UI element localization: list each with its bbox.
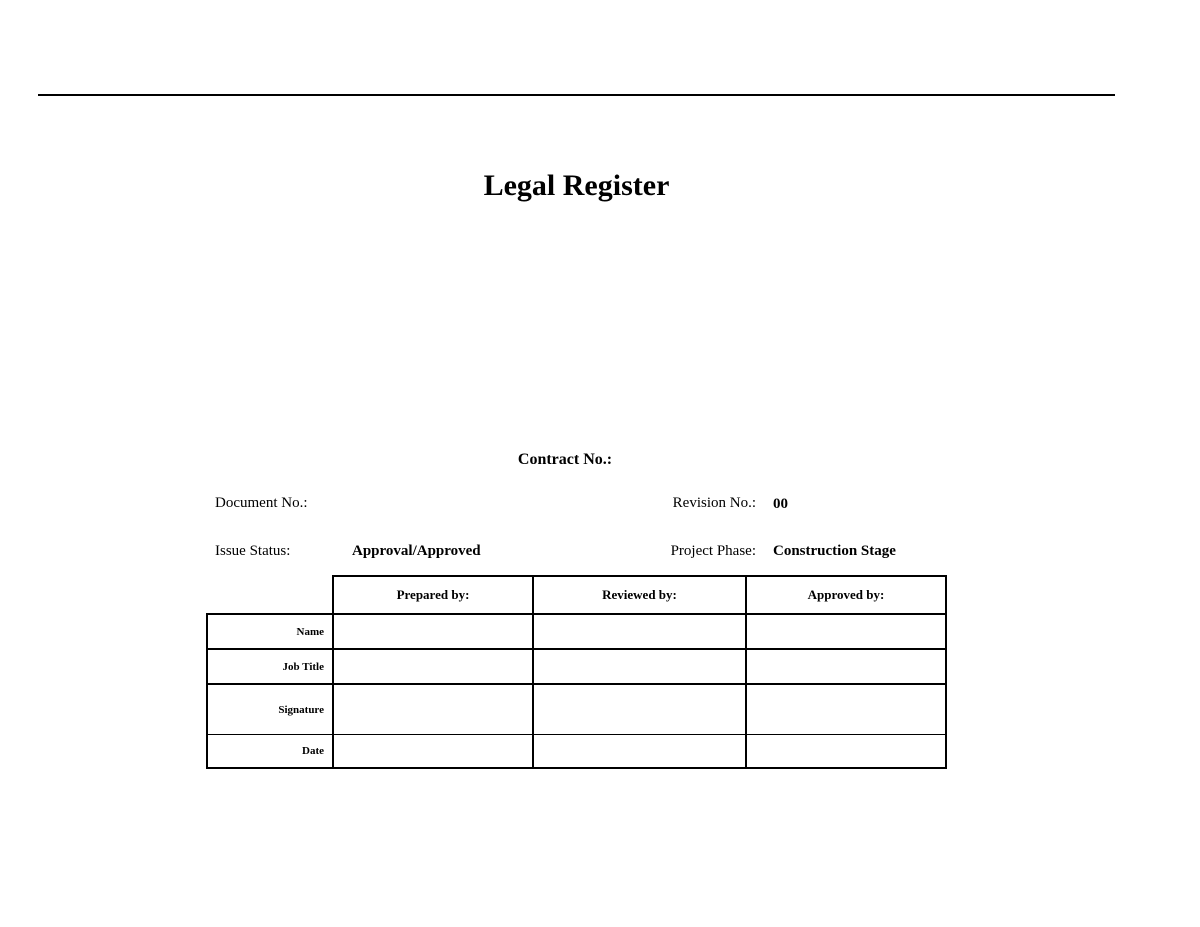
header-reviewed-by: Reviewed by:: [533, 576, 746, 614]
reviewed-name-cell[interactable]: [533, 614, 746, 649]
prepared-name-cell[interactable]: [333, 614, 533, 649]
prepared-date-cell[interactable]: [333, 735, 533, 769]
table-row: [207, 649, 946, 684]
prepared-job-title-cell[interactable]: [333, 649, 533, 684]
contract-number-label: Contract No.:: [517, 451, 613, 468]
top-divider: [38, 94, 1115, 96]
table-row: [207, 614, 946, 649]
page-title: Legal Register: [483, 169, 670, 202]
approved-date-cell[interactable]: [746, 735, 946, 769]
revision-number-value: 00: [773, 496, 788, 512]
reviewed-job-title-cell[interactable]: [533, 649, 746, 684]
approved-name-cell[interactable]: [746, 614, 946, 649]
issue-status-value: Approval/Approved: [352, 543, 481, 559]
revision-number-label: Revision No.:: [672, 495, 756, 511]
row-label-job-title: Job Title: [207, 649, 333, 684]
signoff-table: [206, 575, 947, 769]
table-row: [207, 684, 946, 735]
prepared-signature-cell[interactable]: [333, 684, 533, 735]
document-number-label: Document No.:: [215, 495, 308, 511]
table-row: [207, 735, 946, 769]
row-label-date: Date: [207, 735, 333, 769]
row-label-name: Name: [207, 614, 333, 649]
row-label-signature: Signature: [207, 684, 333, 735]
signoff-header-row: [207, 576, 946, 614]
project-phase-label: Project Phase:: [670, 543, 756, 559]
header-blank-cell: [207, 576, 333, 614]
header-prepared-by: Prepared by:: [333, 576, 533, 614]
approved-signature-cell[interactable]: [746, 684, 946, 735]
reviewed-signature-cell[interactable]: [533, 684, 746, 735]
project-phase-value: Construction Stage: [773, 543, 896, 559]
issue-status-label: Issue Status:: [215, 543, 291, 559]
reviewed-date-cell[interactable]: [533, 735, 746, 769]
approved-job-title-cell[interactable]: [746, 649, 946, 684]
header-approved-by: Approved by:: [746, 576, 946, 614]
